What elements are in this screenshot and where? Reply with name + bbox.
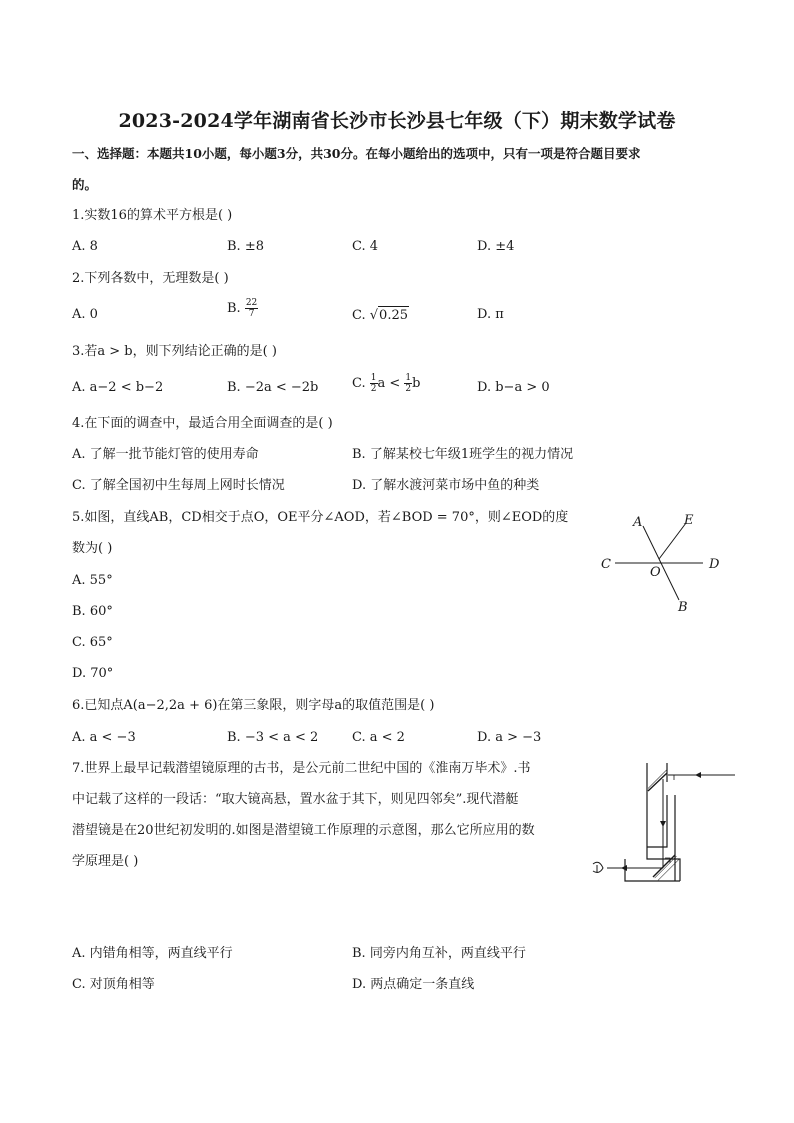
denominator: 7	[248, 309, 255, 319]
q7-option-b: B. 同旁内角互补，两直线平行	[352, 946, 526, 961]
q3-option-d: D. b−a > 0	[477, 380, 550, 395]
label-b: B	[678, 600, 688, 615]
label-e: E	[684, 513, 694, 528]
radicand: 0.25	[379, 308, 408, 323]
fraction	[245, 298, 258, 319]
question-5-stem-cont: 数为( )	[72, 541, 113, 556]
label-d: D	[709, 557, 720, 572]
intersecting-lines-figure	[595, 508, 730, 618]
q7-option-d: D. 两点确定一条直线	[352, 977, 475, 992]
q3-option-c-mid: a <	[377, 376, 401, 391]
q1-option-c: C. 4	[352, 239, 379, 254]
q6-option-a: A. a < −3	[72, 730, 136, 745]
page-title: 2023-2024学年湖南省长沙市长沙县七年级（下）期末数学试卷	[118, 110, 676, 132]
question-6-stem: 6.已知点A(a−2,2a + 6)在第三象限，则字母a的取值范围是( )	[72, 698, 435, 713]
denominator: 2	[405, 384, 412, 394]
top-mirror-hatch	[648, 769, 667, 791]
label-o: O	[650, 565, 661, 580]
question-1-stem: 1.实数16的算术平方根是( )	[72, 208, 233, 223]
q3-option-c-label: C.	[352, 376, 366, 391]
eye-icon	[593, 862, 603, 872]
q2-option-b-label: B.	[227, 301, 241, 316]
label-c: C	[601, 557, 611, 572]
question-3-stem: 3.若a > b，则下列结论正确的是( )	[72, 344, 277, 359]
q1-option-d: D. ±4	[477, 239, 515, 254]
question-7-stem-4: 学原理是( )	[72, 854, 139, 869]
numerator: 1	[370, 373, 377, 383]
q7-option-c: C. 对顶角相等	[72, 977, 155, 992]
question-2-stem: 2.下列各数中，无理数是( )	[72, 271, 229, 286]
q6-option-c: C. a < 2	[352, 730, 405, 745]
q4-option-a: A. 了解一批节能灯管的使用寿命	[72, 447, 259, 462]
arrow-down-icon	[660, 821, 666, 827]
q2-option-c	[352, 306, 409, 325]
right-angle-marker-top	[669, 775, 674, 780]
q2-option-a: A. 0	[72, 307, 98, 322]
section-heading: 一、选择题：本题共10小题，每小题3分，共30分。在每小题给出的选项中，只有一项是符合题目要求	[72, 146, 641, 161]
q5-option-b: B. 60°	[72, 604, 113, 619]
q2-option-d: D. π	[477, 307, 504, 322]
q6-option-d: D. a > −3	[477, 730, 542, 745]
question-7-stem-3: 潜望镜是在20世纪初发明的.如图是潜望镜工作原理的示意图，那么它所应用的数	[72, 823, 535, 838]
section-heading-cont: 的。	[72, 177, 98, 192]
sqrt-sign: √	[369, 308, 379, 323]
numerator: 1	[405, 373, 412, 383]
q4-option-d: D. 了解水渡河菜市场中鱼的种类	[352, 478, 540, 493]
arrow-left-icon	[695, 772, 701, 778]
q7-option-a: A. 内错角相等，两直线平行	[72, 946, 233, 961]
question-7-stem-2: 中记载了这样的一段话：“取大镜高悬，置水盆于其下，则见四邻矣”.现代潜艇	[72, 792, 519, 807]
numerator: 22	[245, 298, 258, 308]
q3-option-c-end: b	[412, 376, 421, 391]
q2-option-c-label: C.	[352, 308, 370, 323]
q3-option-b: B. −2a < −2b	[227, 380, 319, 395]
fraction	[370, 373, 378, 394]
question-5-stem: 5.如图，直线AB，CD相交于点O，OE平分∠AOD，若∠BOD = 70°，则∠EOD的度	[72, 510, 569, 525]
q5-option-d: D. 70°	[72, 666, 114, 681]
q5-option-a: A. 55°	[72, 573, 113, 588]
periscope-diagram	[585, 755, 745, 885]
q3-option-c	[352, 373, 420, 394]
question-7-stem: 7.世界上最早记载潜望镜原理的古书，是公元前二世纪中国的《淮南万毕术》.书	[72, 761, 531, 776]
q6-option-b: B. −3 < a < 2	[227, 730, 319, 745]
label-a: A	[633, 515, 643, 530]
q4-option-c: C. 了解全国初中生每周上网时长情况	[72, 478, 285, 493]
q2-option-b	[227, 298, 258, 319]
q4-option-b: B. 了解某校七年级1班学生的视力情况	[352, 447, 574, 462]
q5-option-c: C. 65°	[72, 635, 113, 650]
fraction	[404, 373, 412, 394]
q1-option-a: A. 8	[72, 239, 98, 254]
ray-oe	[659, 523, 686, 559]
q1-option-b: B. ±8	[227, 239, 264, 254]
denominator: 2	[370, 384, 377, 394]
arrow-left-icon	[621, 865, 627, 871]
q3-option-a: A. a−2 < b−2	[72, 380, 164, 395]
question-4-stem: 4.在下面的调查中，最适合用全面调查的是( )	[72, 416, 333, 431]
